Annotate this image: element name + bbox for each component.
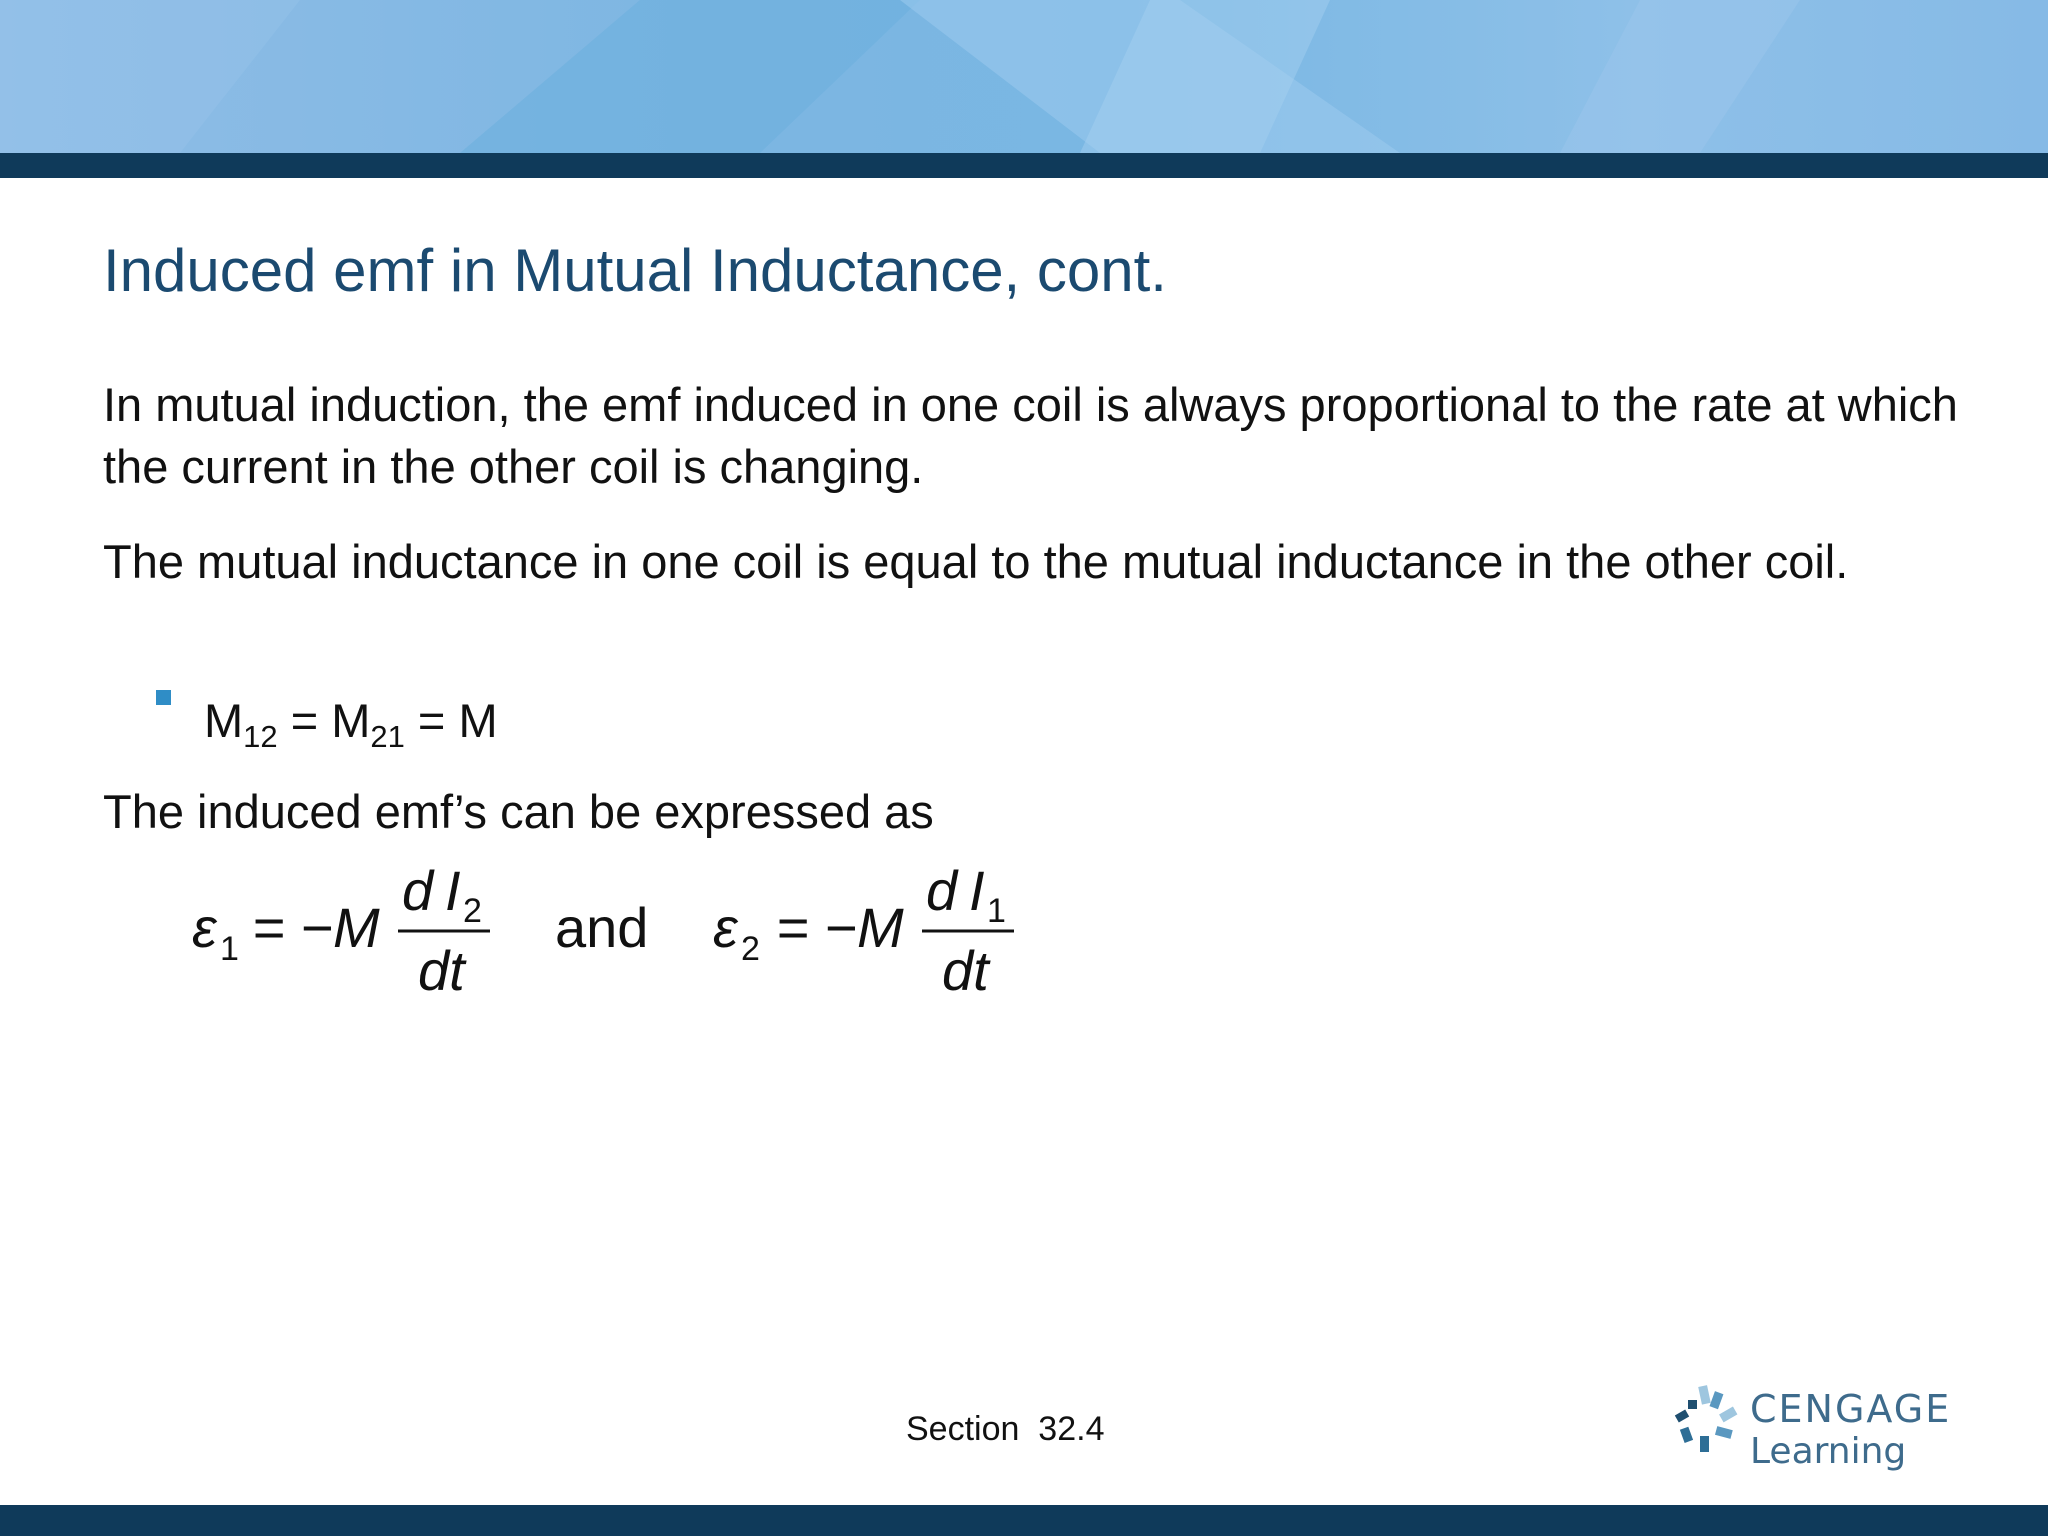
emf-equations-graphic [180,858,1060,1008]
epsilon-symbol: ε [713,896,738,959]
paragraph-mutual-induction: In mutual induction, the emf induced in one coil is always proportional to the rate at which the current in the other coil is changing. [103,378,1958,493]
numerator-d: d [402,859,434,922]
bullet-equation [204,690,498,752]
numerator-d: d [926,859,958,922]
header-banner [0,0,2048,153]
logo-cengage-text: CENGAGE [1750,1387,1952,1431]
slide-title: Induced emf in Mutual Inductance, cont. [103,237,1167,304]
equals-sign: = [277,694,332,747]
epsilon-subscript-1: 1 [220,930,239,968]
bullet-marker [156,690,171,705]
subscript-12: 12 [243,719,278,754]
footer-rule [0,1505,2048,1536]
paragraph-induced-emfs: The induced emf’s can be expressed as [103,785,934,838]
header-decoration [0,0,2048,153]
equals-sign: = [404,694,459,747]
epsilon-symbol: ε [192,896,217,959]
cengage-logo [1660,1378,1960,1488]
equals-minus-m: = −M [252,896,380,959]
logo-learning-text: Learning [1750,1431,1907,1472]
denominator-dt: dt [418,939,465,1002]
epsilon-subscript-2: 2 [741,930,760,968]
denominator-dt: dt [942,939,989,1002]
numerator-subscript-1: 1 [987,892,1006,930]
section-label: Section 32.4 [906,1410,1105,1448]
symbol-m: M [204,694,244,747]
and-connector: and [555,896,649,959]
numerator-current: I [445,859,461,922]
symbol-m: M [331,694,371,747]
numerator-current: I [969,859,985,922]
header-rule [0,153,2048,178]
emf-equations [180,858,1060,1013]
logo-mark-icon [1675,1385,1738,1452]
cengage-logo-graphic [1660,1378,1960,1488]
symbol-m-result: M [458,694,498,747]
subscript-21: 21 [370,719,405,754]
equals-minus-m: = −M [776,896,904,959]
paragraph-mutual-inductance-equal: The mutual inductance in one coil is equal to the mutual inductance in the other coil. [103,535,1849,588]
numerator-subscript-2: 2 [463,892,482,930]
